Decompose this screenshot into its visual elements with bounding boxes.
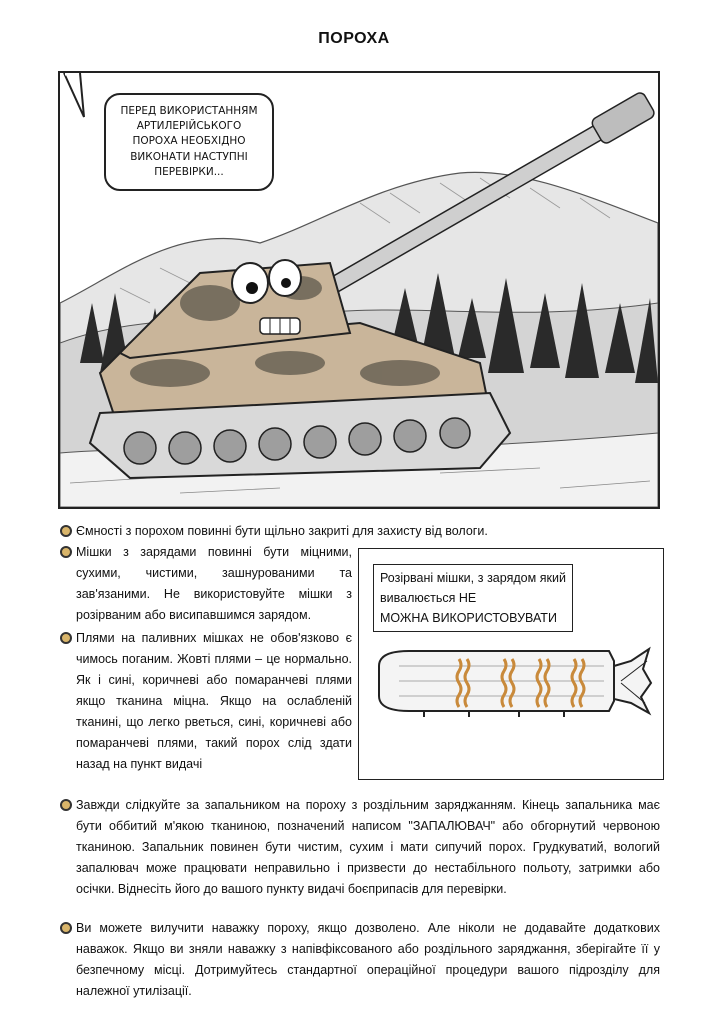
bullet-text: Ємності з порохом повинні бути щільно закриті для захисту від вологи. (76, 524, 488, 538)
page-title: ПОРОХА (318, 30, 390, 47)
bullet-text: Плями на паливних мішках не обов'язково є чимось поганим. Жовті плями – це нормально. Як і сині, коричневі або помаранчеві плями якщо тканина міцна. Якщо на ослабленій тканині, що легко рветься, сині, коричневі або помаранчеві плями, такий порох слід здати назад на пункт видачі (76, 631, 352, 771)
bullet-item (60, 795, 660, 900)
warning-text: Розірвані мішки, з зарядом який вивалюється НЕ (380, 571, 566, 605)
bullet-text: Ви можете вилучити наважку пороху, якщо дозволено. Але ніколи не додавайте додаткових наважок. Якщо ви зняли наважку з напівфіксованого або роздільного заряджання, зберігайте її у безпечному місці. Дотримуйтесь стандартної операційної процедури вашого підрозділу для належної утилізації. (76, 921, 660, 998)
warning-text-last-line: МОЖНА ВИКОРИСТОВУВАТИ (380, 611, 557, 625)
torn-bag-panel (358, 548, 664, 780)
bullet-item (60, 521, 620, 542)
bullet-icon (60, 525, 72, 537)
bullet-icon (60, 922, 72, 934)
bullet-item (60, 542, 352, 626)
bullet-item (60, 918, 660, 1002)
bullet-text: Завжди слідкуйте за запальником на пороху з роздільним заряджанням. Кінець запальника має бути оббитий м'якою тканиною, позначений написом "ЗАПАЛЮВАЧ" або обгорнутий червоною тканиною. Запальник повинен бути чистим, сухим і мати сипучий порох. Грудкуватий, вологий запалювач може працювати неправильно і призвести до нестабільного польоту, затримки або осічки. Віднесіть його до вашого пункту видачі боєприпасів для перевірки. (76, 798, 660, 896)
bullet-icon (60, 632, 72, 644)
powder-bag-illustration (369, 641, 653, 731)
bullet-item (60, 628, 352, 775)
warning-box (373, 564, 573, 632)
bullet-text: Мішки з зарядами повинні бути міцними, сухими, чистими, зашнурованими та зав'язаними. Не використовуйте мішки з розірваним або висипавшимся зарядом. (76, 545, 352, 622)
bullet-icon (60, 546, 72, 558)
speech-bubble: ПЕРЕД ВИКОРИСТАННЯМ АРТИЛЕРІЙСЬКОГО ПОРОХА НЕОБХІДНО ВИКОНАТИ НАСТУПНІ ПЕРЕВІРКИ... (104, 93, 274, 191)
speech-bubble-tail (60, 73, 90, 119)
bullet-icon (60, 799, 72, 811)
comic-panel (58, 71, 660, 509)
